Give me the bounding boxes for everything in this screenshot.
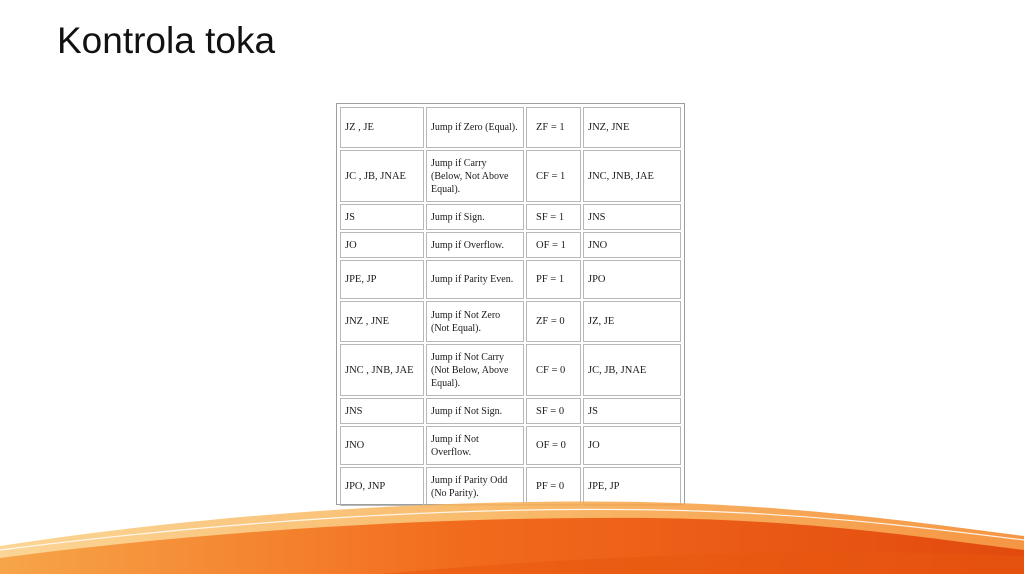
- description-cell: Jump if Not Carry (Not Below, Above Equal).: [426, 344, 524, 396]
- mnemonic-cell: JNO: [340, 426, 424, 465]
- description-cell: Jump if Overflow.: [426, 232, 524, 258]
- description-cell: Jump if Zero (Equal).: [426, 107, 524, 148]
- condition-cell: ZF = 0: [526, 301, 581, 342]
- mnemonic-cell: JC , JB, JNAE: [340, 150, 424, 202]
- condition-cell: PF = 1: [526, 260, 581, 299]
- description-cell: Jump if Sign.: [426, 204, 524, 230]
- condition-cell: CF = 0: [526, 344, 581, 396]
- mnemonic-cell: JNZ , JNE: [340, 301, 424, 342]
- condition-cell: ZF = 1: [526, 107, 581, 148]
- mnemonic-cell: JNC , JNB, JAE: [340, 344, 424, 396]
- jump-instructions-table: [338, 105, 683, 508]
- description-cell: Jump if Not Zero (Not Equal).: [426, 301, 524, 342]
- table-row: [340, 150, 681, 202]
- table-row: [340, 260, 681, 299]
- table-row: [340, 204, 681, 230]
- description-cell: Jump if Not Overflow.: [426, 426, 524, 465]
- opposite-cell: JPO: [583, 260, 681, 299]
- table-row: [340, 398, 681, 424]
- description-cell: Jump if Parity Even.: [426, 260, 524, 299]
- opposite-cell: JNZ, JNE: [583, 107, 681, 148]
- opposite-cell: JNC, JNB, JAE: [583, 150, 681, 202]
- jump-instructions-table-frame: [336, 103, 685, 505]
- table-row: [340, 107, 681, 148]
- opposite-cell: JS: [583, 398, 681, 424]
- opposite-cell: JO: [583, 426, 681, 465]
- table-body: [340, 107, 681, 506]
- condition-cell: SF = 0: [526, 398, 581, 424]
- description-cell: Jump if Carry (Below, Not Above Equal).: [426, 150, 524, 202]
- opposite-cell: JC, JB, JNAE: [583, 344, 681, 396]
- condition-cell: SF = 1: [526, 204, 581, 230]
- slide-title: Kontrola toka: [57, 20, 276, 61]
- table-row: [340, 301, 681, 342]
- condition-cell: OF = 0: [526, 426, 581, 465]
- opposite-cell: JNS: [583, 204, 681, 230]
- mnemonic-cell: JPO, JNP: [340, 467, 424, 506]
- description-cell: Jump if Not Sign.: [426, 398, 524, 424]
- table-row: [340, 232, 681, 258]
- table-row: [340, 344, 681, 396]
- mnemonic-cell: JPE, JP: [340, 260, 424, 299]
- opposite-cell: JZ, JE: [583, 301, 681, 342]
- mnemonic-cell: JZ , JE: [340, 107, 424, 148]
- opposite-cell: JPE, JP: [583, 467, 681, 506]
- opposite-cell: JNO: [583, 232, 681, 258]
- description-cell: Jump if Parity Odd (No Parity).: [426, 467, 524, 506]
- mnemonic-cell: JS: [340, 204, 424, 230]
- table-row: [340, 426, 681, 465]
- mnemonic-cell: JO: [340, 232, 424, 258]
- condition-cell: PF = 0: [526, 467, 581, 506]
- decorative-swoosh: [0, 484, 1024, 574]
- condition-cell: OF = 1: [526, 232, 581, 258]
- condition-cell: CF = 1: [526, 150, 581, 202]
- mnemonic-cell: JNS: [340, 398, 424, 424]
